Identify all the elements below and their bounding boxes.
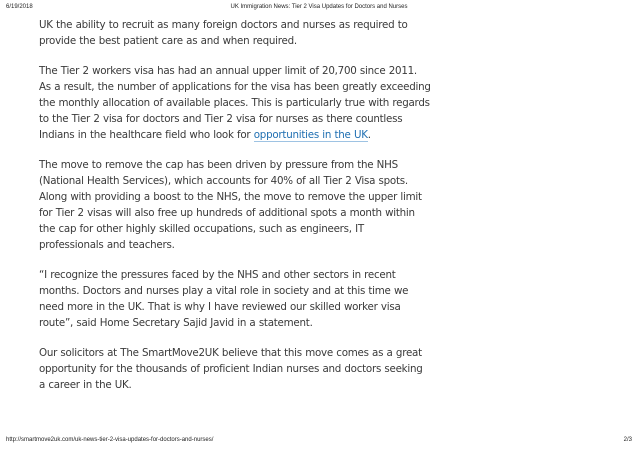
page-url: http://smartmove2uk.com/uk-news-tier-2-visa-updates-for-doctors-and-nurses/ [6,437,214,443]
article-paragraph-2-text: The Tier 2 workers visa has had an annual upper limit of 20,700 since 2011. As a result, the number of applications for the visa has been greatly exceeding the monthly allocation of available places. This is particularly true with regards to the Tier 2 visa for doctors and Tier 2 visa for nurses as there countless Indians in the healthcare field who look for [39,65,431,141]
print-footer [6,435,632,445]
article-paragraph-4: “I recognize the pressures faced by the NHS and other sectors in recent months. Doctors and nurses play a vital role in society and at this time we need more in the UK. That is why I have reviewed our skilled worker visa route”, said Home Secretary Sajid Javid in a statement. [39,269,409,329]
article-paragraph-2-end: . [367,128,371,141]
print-date: 6/19/2018 [6,4,33,10]
article-paragraph-1: UK the ability to recruit as many foreign doctors and nurses as required to provide the best patient care as and when required. [39,19,408,47]
page-title: UK Immigration News: Tier 2 Visa Updates for Doctors and Nurses [230,4,408,10]
page-number: 2/3 [623,437,632,443]
opportunities-link[interactable]: opportunities in the UK [253,128,368,141]
article-paragraph-2 [39,64,431,144]
article-body [39,18,431,409]
article-paragraph-5: Our solicitors at The SmartMove2UK believe that this move comes as a great opportunity for the thousands of proficient Indian nurses and doctors seeking a career in the UK. [39,347,423,392]
article-paragraph-3: The move to remove the cap has been driven by pressure from the NHS (National Health Services), which accounts for 40% of all Tier 2 Visa spots. Along with providing a boost to the NHS, the move to remove the upper limit for Tier 2 visas will also free up hundreds of additional spots a month within the cap for other highly skilled occupations, such as engineers, IT professionals and teachers. [39,159,422,251]
print-header [6,2,632,12]
